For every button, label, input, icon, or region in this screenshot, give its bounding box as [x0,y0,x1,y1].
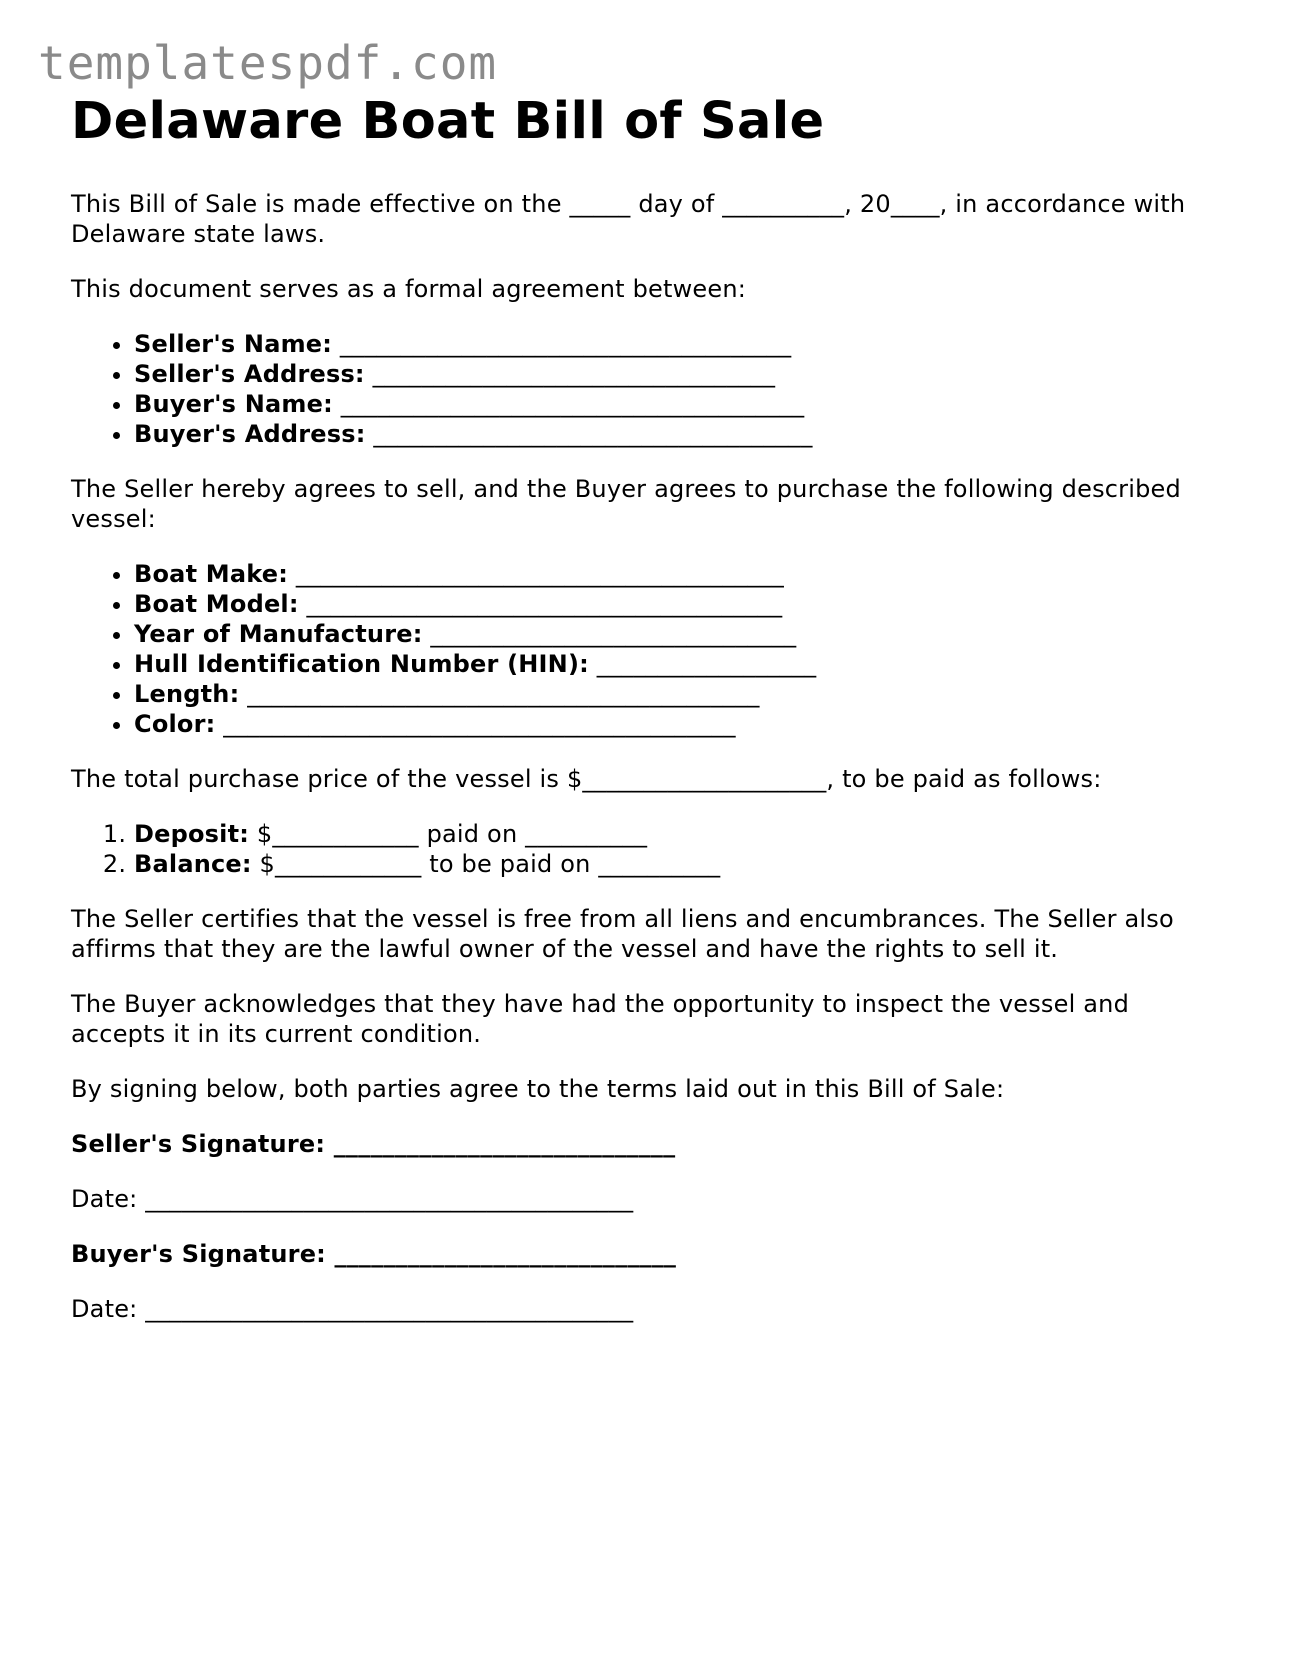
document-title: Delaware Boat Bill of Sale [71,92,825,151]
blank-line: ____________________________________ [365,420,813,448]
field-label: Deposit: [134,820,250,848]
field-label: Hull Identification Number (HIN): [134,650,589,678]
field-label: Balance: [134,850,252,878]
seller-signature-line: Seller's Signature: ____________________________ [71,1130,676,1158]
list-item-boat-make [134,559,1231,589]
parties-list [71,329,1231,449]
agreement-between-paragraph: This document serves as a formal agreement between: [71,275,747,303]
list-item-buyer-name [134,389,1231,419]
field-label: Color: [134,710,216,738]
list-item-deposit [134,819,1231,849]
list-item-hin [134,649,1231,679]
field-label: Boat Make: [134,560,289,588]
field-label: Boat Model: [134,590,299,618]
blank-line: _______________________________________ [298,590,783,618]
list-item-length [134,679,1231,709]
field-label: Buyer's Address: [134,420,366,448]
list-item-color [134,709,1231,739]
blank-line: __________________ [588,650,817,678]
list-item-boat-model [134,589,1231,619]
payment-schedule-list [71,819,1231,879]
list-item-seller-name [134,329,1231,359]
signing-statement-paragraph: By signing below, both parties agree to the terms laid out in this Bill of Sale: [71,1075,1005,1103]
effective-date-paragraph: This Bill of Sale is made effective on the _____ day of __________, 20____, in accordance with Delaware state laws. [71,190,1186,248]
blank-line: __________________________________________ [239,680,760,708]
field-label: Buyer's Name: [134,390,333,418]
blank-line: _________________________________ [364,360,776,388]
buyer-signature-line: Buyer's Signature: ____________________________ [71,1240,677,1268]
vessel-details-list [71,559,1231,739]
blank-line: __________________________________________ [215,710,736,738]
field-label: Year of Manufacture: [134,620,423,648]
purchase-price-paragraph: The total purchase price of the vessel is $____________________, to be paid as follows: [71,765,1102,793]
list-item-seller-address [134,359,1231,389]
buyer-date-line: Date: ________________________________________ [71,1295,634,1323]
blank-line: ______________________________________ [332,390,805,418]
blank-line: ________________________________________ [288,560,784,588]
buyer-acknowledges-paragraph: The Buyer acknowledges that they have had the opportunity to inspect the vessel and accepts it in its current condition. [71,990,1130,1048]
payment-text: $____________ to be paid on __________ [251,850,721,878]
watermark: templatespdf.com [38,36,498,90]
list-item-year-of-manufacture [134,619,1231,649]
list-item-balance [134,849,1231,879]
seller-date-line: Date: ________________________________________ [71,1185,634,1213]
document-page [71,88,1231,1324]
seller-certifies-paragraph: The Seller certifies that the vessel is free from all liens and encumbrances. The Seller also affirms that they are the lawful owner of the vessel and have the rights to sell it. [71,905,1174,963]
blank-line: _____________________________________ [332,330,792,358]
field-label: Seller's Address: [134,360,365,388]
blank-line: ______________________________ [422,620,797,648]
field-label: Seller's Name: [134,330,333,358]
field-label: Length: [134,680,240,708]
agree-to-sell-paragraph: The Seller hereby agrees to sell, and the Buyer agrees to purchase the following described vessel: [71,475,1181,533]
payment-text: $____________ paid on __________ [249,820,648,848]
list-item-buyer-address [134,419,1231,449]
